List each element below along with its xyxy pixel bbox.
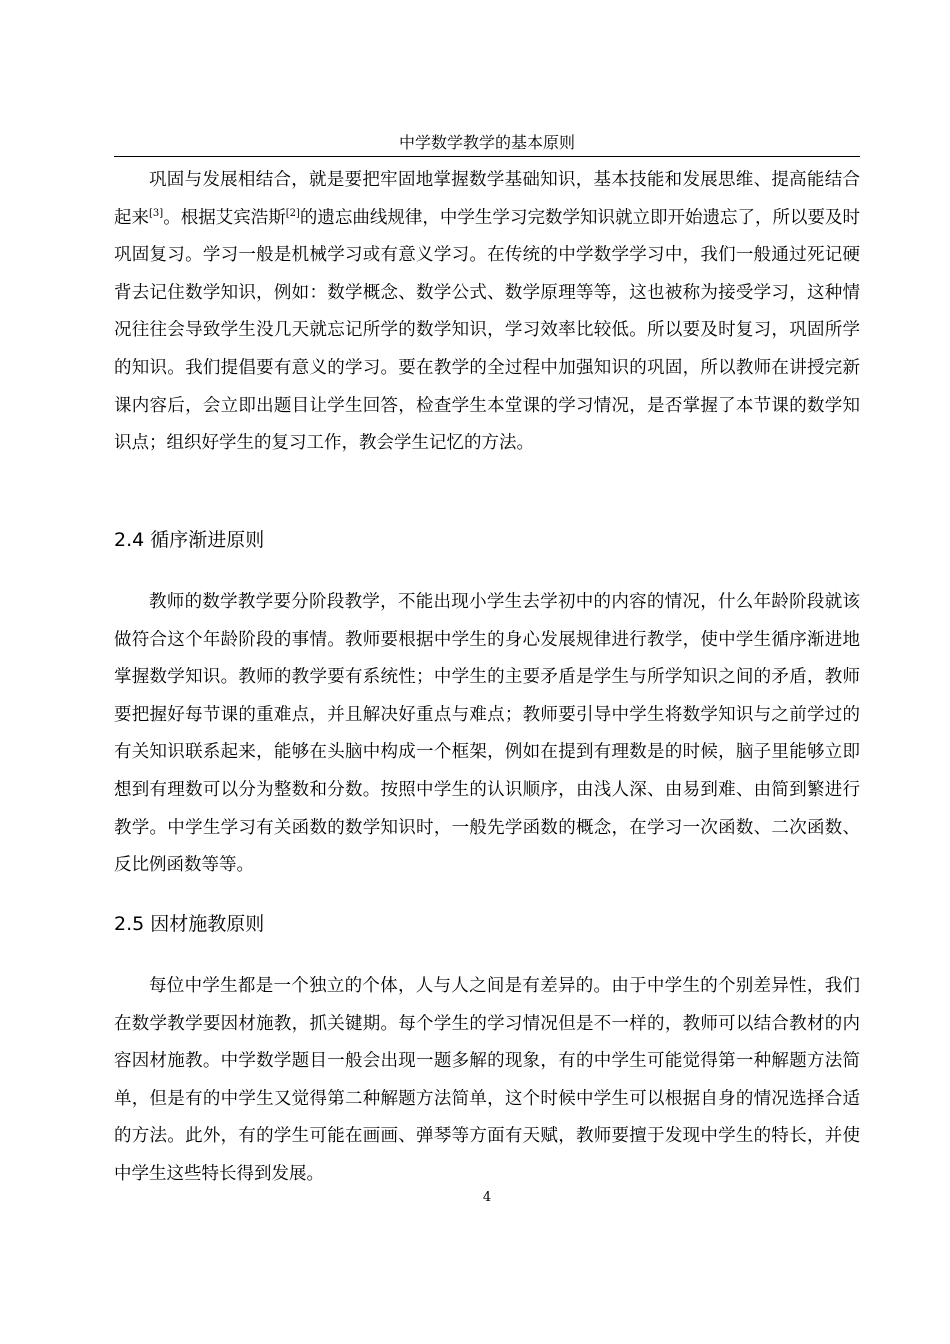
paragraph-text: 。根据艾宾浩斯 xyxy=(163,207,286,228)
section-heading-2-5: 2.5 因材施教原则 xyxy=(114,913,265,935)
paragraph-gradual-progress: 教师的数学教学要分阶段教学，不能出现小学生去学初中的内容的情况，什么年龄阶段就该做符合这个年龄阶段的事情。教师要根据中学生的身心发展规律进行教学，使中学生循序渐进地掌握数学知识。教师的教学要有系统性；中学生的主要矛盾是学生与所学知识之间的矛盾，教师要把握好每节课的重难点，并且解决好重点与难点；教师要引导中学生将数学知识与之前学过的有关知识联系起来，能够在头脑中构成一个框架，例如在提到有理数是的时候，脑子里能够立即想到有理数可以分为整数和分数。按照中学生的认识顺序，由浅人深、由易到难、由简到繁进行教学。中学生学习有关函数的数学知识时，一般先学函数的概念，在学习一次函数、二次函数、反比例函数等等。 xyxy=(114,592,860,876)
paragraph-text: 巩固与发展相结合，就是要把牢固地掌握数学基础知识，基本技能和发展思维、提高能结合起来 xyxy=(114,170,860,228)
paragraph-text: 的遗忘曲线规律，中学生学习完数学知识就立即开始遗忘了，所以要及时巩固复习。学习一般是机械学习或有意义学习。在传统的中学数学学习中，我们一般通过死记硬背去记住数学知识，例如：数学概念、数学公式、数学原理等等，这也被称为接受学习，这种情况往往会导致学生没几天就忘记所学的数学知识，学习效率比较低。所以要及时复习，巩固所学的知识。我们提倡要有意义的学习。要在教学的全过程中加强知识的巩固，所以教师在讲授完新课内容后，会立即出题目让学生回答，检查学生本堂课的学习情况，是否掌握了本节课的数学知识点；组织好学生的复习工作，教会学生记忆的方法。 xyxy=(114,207,861,454)
paragraph-individualized-teaching: 每位中学生都是一个独立的个体，人与人之间是有差异的。由于中学生的个别差异性，我们在数学教学要因材施教，抓关键期。每个学生的学习情况但是不一样的，教师可以结合教材的内容因材施教。中学数学题目一般会出现一题多解的现象，有的中学生可能觉得第一种解题方法简单，但是有的中学生又觉得第二种解题方法简单，这个时候中学生可以根据自身的情况选择合适的方法。此外，有的学生可能在画画、弹琴等方面有天赋，教师要擅于发现中学生的特长，并使中学生这些特长得到发展。 xyxy=(114,976,860,1184)
running-header: 中学数学教学的基本原则 xyxy=(398,133,575,152)
header-rule xyxy=(114,156,860,157)
citation-ref: [3] xyxy=(149,207,164,219)
citation-ref: [2] xyxy=(285,207,300,219)
section-heading-2-4: 2.4 循序渐进原则 xyxy=(114,529,265,551)
page-number: 4 xyxy=(482,1190,492,1205)
paragraph-consolidation xyxy=(114,162,860,463)
